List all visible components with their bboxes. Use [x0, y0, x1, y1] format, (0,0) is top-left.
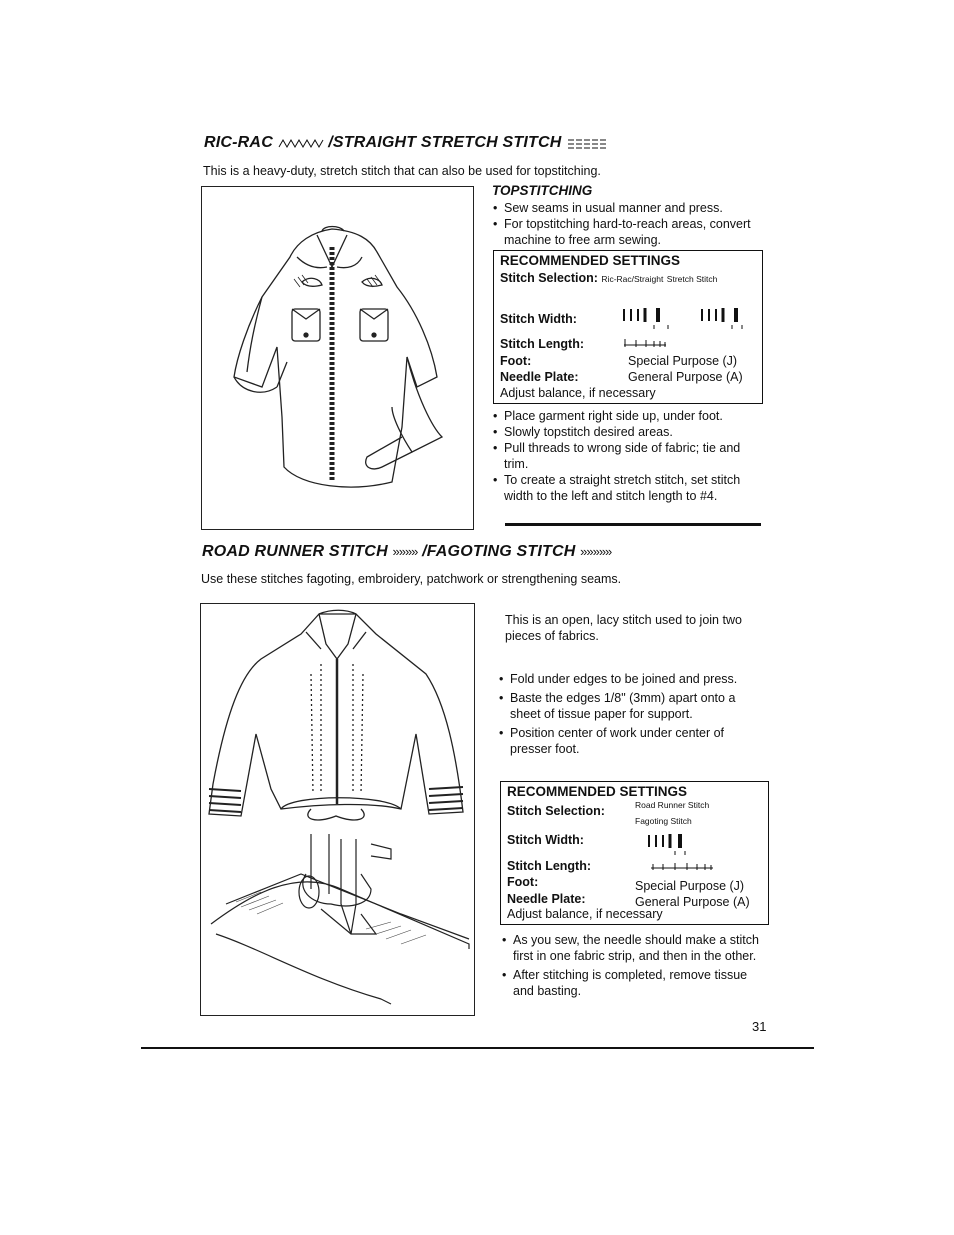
foot-label: Foot:	[500, 354, 532, 368]
topstitching-bullets	[491, 200, 763, 248]
list-item: • As you sew, the needle should make a stitch first in one fabric strip, and then in the other.	[500, 932, 770, 964]
recommended-settings-box	[500, 781, 769, 925]
section2-heading	[202, 543, 611, 561]
stitch-length-label: Stitch Length:	[500, 337, 585, 351]
stitch-selection-label: Stitch Selection:	[507, 804, 605, 818]
stitch-selection-label: Stitch Selection:	[500, 271, 598, 285]
list-item: • For topstitching hard-to-reach areas, convert machine to free arm sewing.	[491, 216, 763, 248]
list-item: • After stitching is completed, remove tissue and basting.	[500, 967, 770, 999]
section1-intro: This is a heavy-duty, stretch stitch that can also be used for topstitching.	[203, 164, 601, 178]
fagoting-title: /FAGOTING STITCH	[422, 543, 576, 560]
stitch-length-icon	[622, 337, 682, 349]
after-settings-bullets	[500, 932, 770, 999]
section1-heading	[204, 134, 608, 152]
road-runner-title: ROAD RUNNER STITCH	[202, 543, 388, 560]
stitch-selection-row	[500, 271, 717, 285]
list-item: • Fold under edges to be joined and press.	[497, 671, 769, 687]
list-item: • Sew seams in usual manner and press.	[491, 200, 763, 216]
list-item: • Position center of work under center of presser foot.	[497, 725, 769, 757]
ric-rac-title: RIC-RAC	[204, 134, 273, 151]
stitch-selection-value: Ric-Rac/Straight	[601, 274, 664, 284]
settings-title: RECOMMENDED SETTINGS	[500, 253, 681, 268]
ric-rac-stitch-icon	[278, 135, 329, 150]
stitch-width-icon	[620, 306, 760, 330]
jacket-drawing	[201, 604, 474, 1015]
footer-rule	[141, 1047, 814, 1049]
section2-description: This is an open, lacy stitch used to join two pieces of fabrics.	[505, 613, 742, 643]
section-rule	[505, 523, 761, 526]
list-item: • Slowly topstitch desired areas.	[491, 424, 765, 440]
road-runner-stitch-icon: »»»»	[392, 544, 418, 559]
jacket-and-presser-foot-illustration	[200, 603, 475, 1016]
foot-value: Special Purpose (J)	[628, 354, 738, 368]
foot-value: Special Purpose (J)	[635, 879, 745, 893]
stitch-length-icon	[649, 860, 719, 872]
stitch-width-icon	[645, 832, 715, 856]
stitch-selection-value: Road Runner Stitch	[635, 800, 710, 810]
needle-plate-value: General Purpose (A)	[628, 370, 743, 384]
fagoting-stitch-icon: »»»»»	[580, 544, 612, 559]
list-item: • Baste the edges 1/8" (3mm) apart onto a sheet of tissue paper for support.	[497, 690, 769, 722]
stitch-length-label: Stitch Length:	[507, 859, 592, 873]
section2-intro: Use these stitches fagoting, embroidery, patchwork or strengthening seams.	[201, 572, 622, 586]
straight-stretch-stitch-icon	[566, 135, 608, 150]
shirt-drawing	[202, 187, 473, 529]
settings-followup-bullets	[491, 408, 765, 504]
foot-label: Foot:	[507, 875, 539, 889]
fagoting-bullets	[497, 671, 769, 757]
stitch-selection-value-b: Fagoting Stitch	[635, 816, 692, 826]
list-item: • To create a straight stretch stitch, set stitch width to the left and stitch length to #4.	[491, 472, 765, 504]
list-item: • Pull threads to wrong side of fabric; tie and trim.	[491, 440, 765, 472]
balance-note: Adjust balance, if necessary	[507, 907, 663, 921]
balance-note: Adjust balance, if necessary	[500, 386, 656, 400]
needle-plate-label: Needle Plate:	[507, 892, 586, 906]
stitch-selection-value-b: Stretch Stitch	[666, 274, 718, 284]
settings-title: RECOMMENDED SETTINGS	[507, 784, 688, 799]
list-item: • Place garment right side up, under foot.	[491, 408, 765, 424]
stitch-width-label: Stitch Width:	[507, 833, 584, 847]
shirt-illustration	[201, 186, 474, 530]
topstitching-subheading: TOPSTITCHING	[492, 183, 593, 198]
page-number: 31	[752, 1019, 767, 1034]
needle-plate-value: General Purpose (A)	[635, 895, 750, 909]
recommended-settings-box	[493, 250, 763, 404]
straight-stretch-title: /STRAIGHT STRETCH STITCH	[328, 134, 562, 151]
stitch-width-label: Stitch Width:	[500, 312, 577, 326]
needle-plate-label: Needle Plate:	[500, 370, 579, 384]
